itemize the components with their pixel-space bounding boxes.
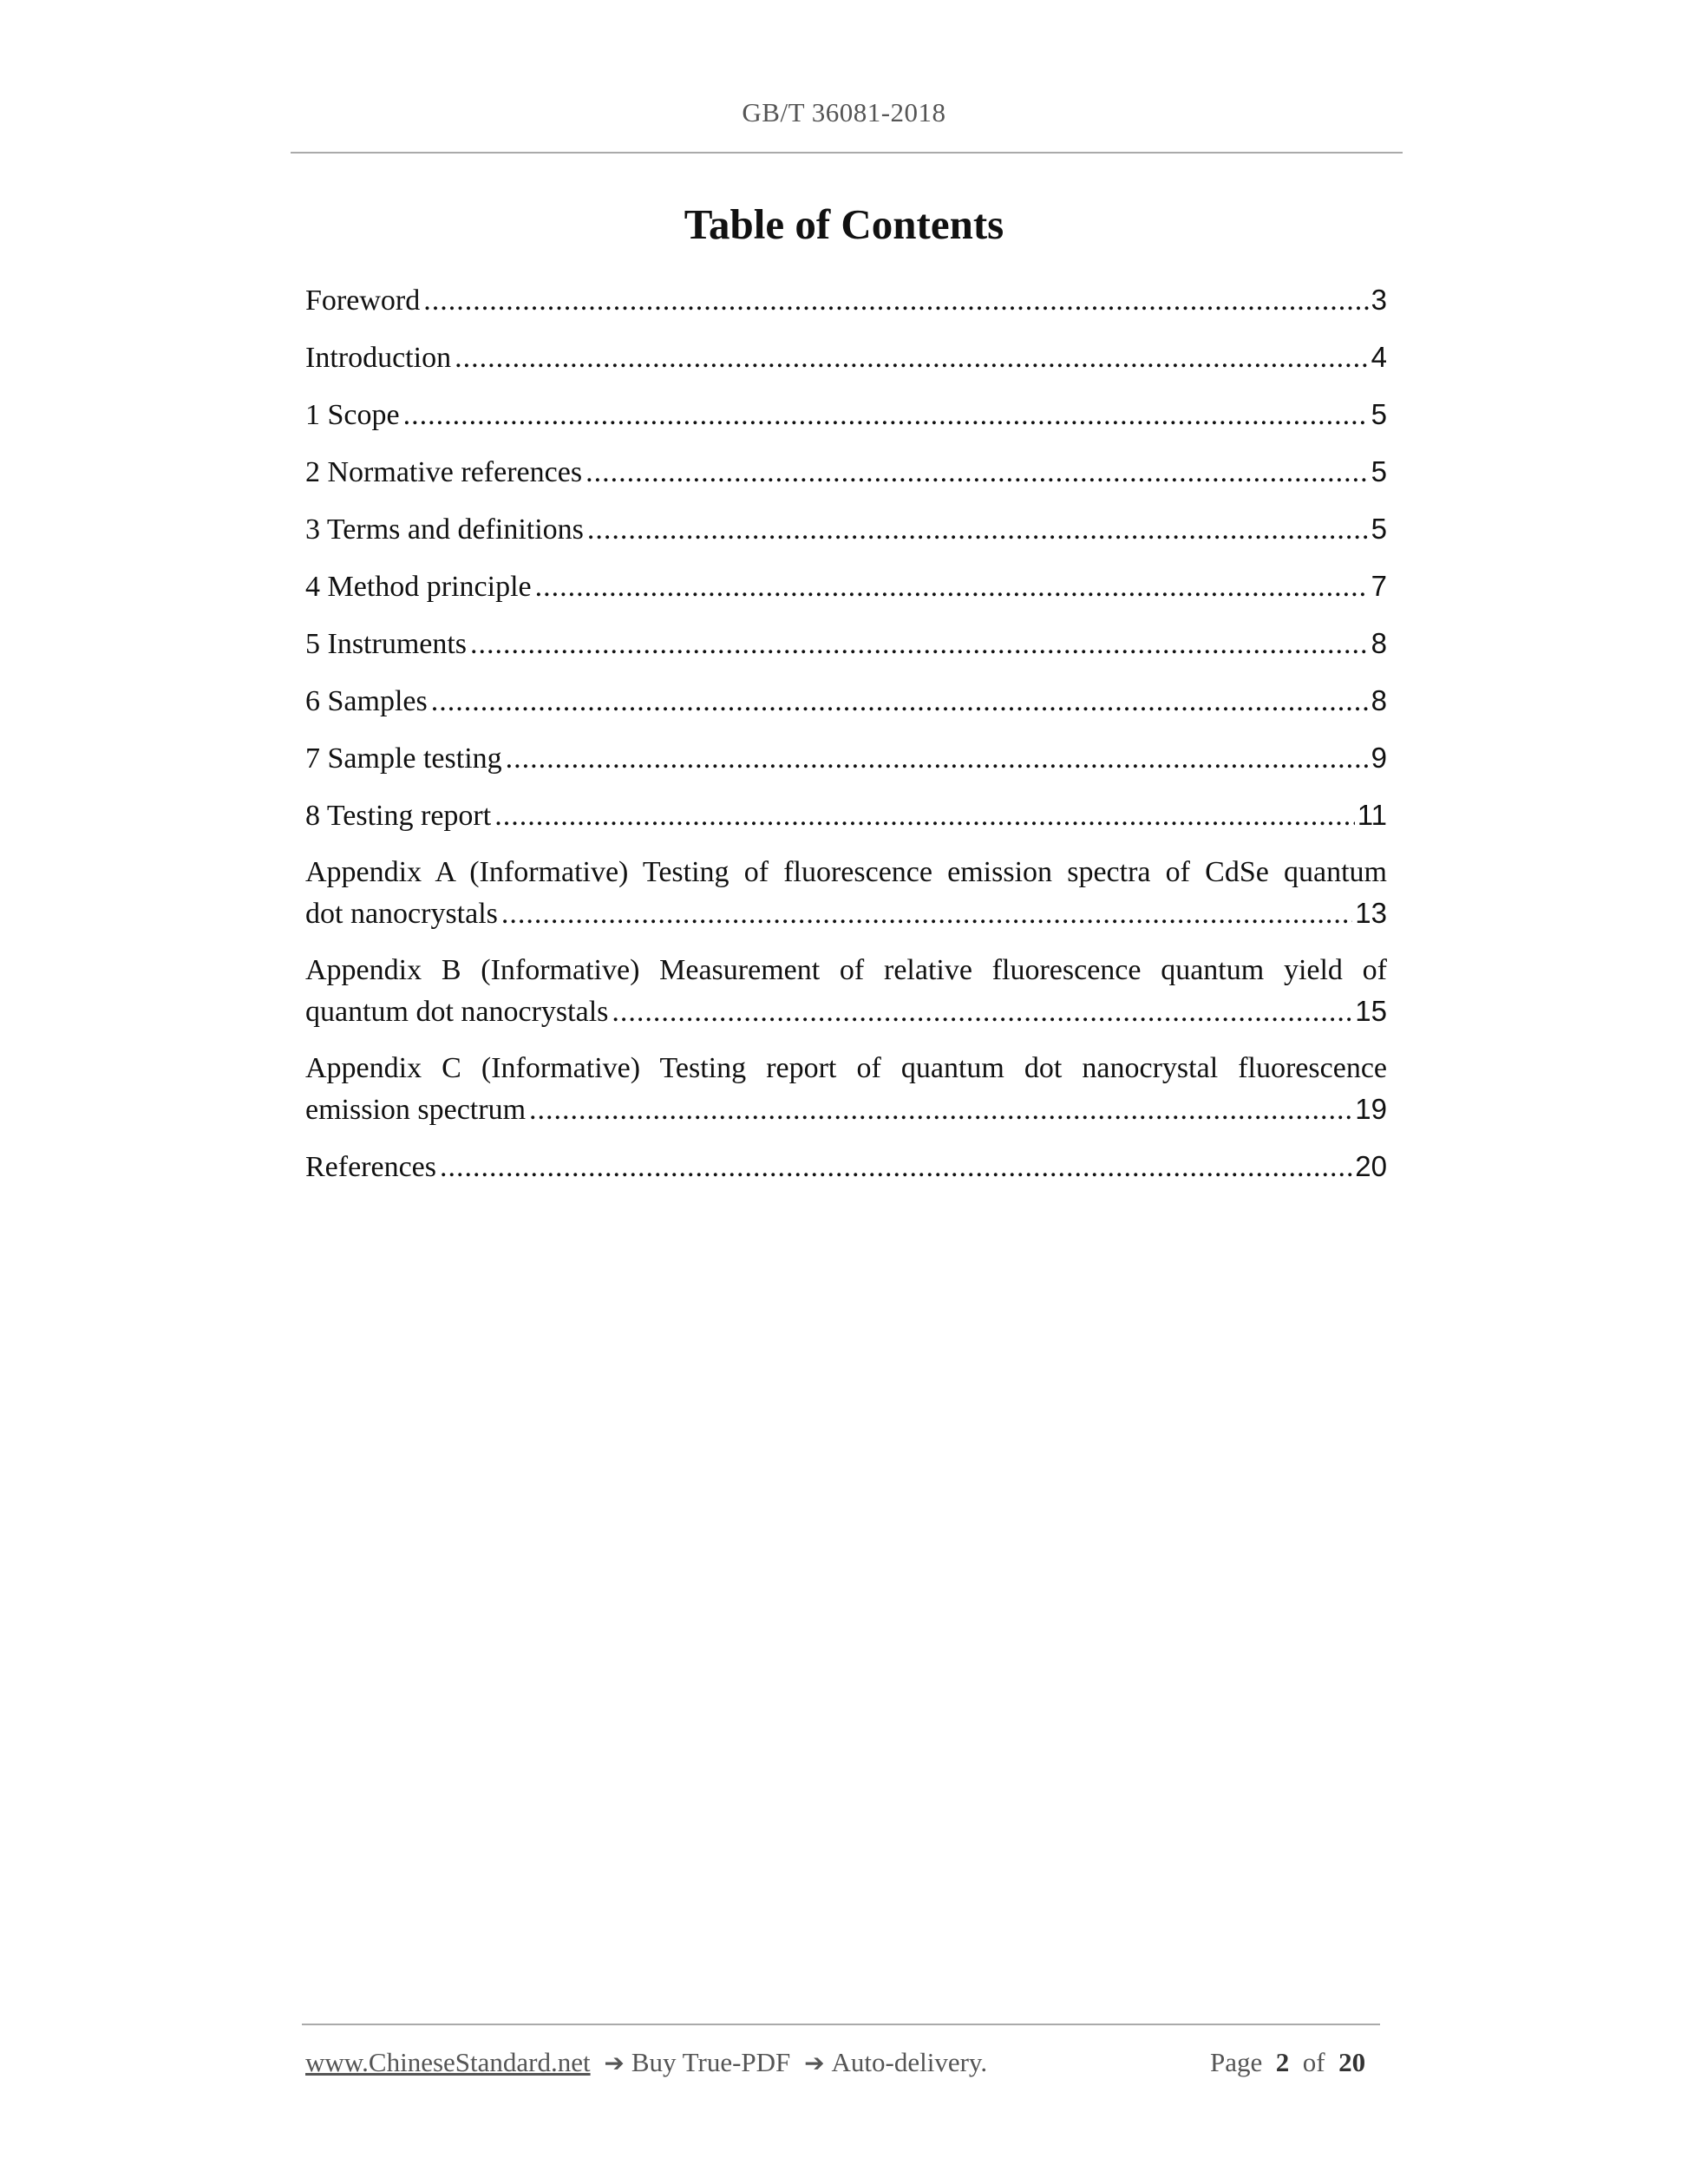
toc-page-number: 8 bbox=[1371, 684, 1387, 716]
footer-step-delivery: Auto-delivery. bbox=[831, 2047, 988, 2077]
toc-leader-dots bbox=[494, 795, 1355, 836]
toc-entry-label-line1: Appendix C (Informative) Testing report of quantum dot nanocrystal fluorescence bbox=[305, 1052, 1387, 1084]
toc-page-number: 8 bbox=[1371, 627, 1387, 659]
toc-entry-references[interactable] bbox=[305, 1146, 1387, 1187]
toc-leader-dots bbox=[612, 991, 1352, 1032]
table-of-contents bbox=[305, 279, 1387, 1203]
toc-entry-scope[interactable] bbox=[305, 394, 1387, 435]
toc-entry-label: Foreword bbox=[305, 284, 421, 317]
toc-leader-dots bbox=[470, 624, 1369, 664]
toc-entry-appendix-a[interactable] bbox=[305, 852, 1387, 934]
toc-entry-appendix-b[interactable] bbox=[305, 950, 1387, 1032]
toc-entry-label: 2 Normative references bbox=[305, 456, 583, 488]
toc-entry-label: Introduction bbox=[305, 342, 452, 374]
toc-entry-label: dot nanocrystals bbox=[305, 898, 498, 930]
toc-leader-dots bbox=[586, 452, 1369, 493]
toc-entry-label: 3 Terms and definitions bbox=[305, 513, 584, 546]
site-link[interactable]: www.ChineseStandard.net bbox=[305, 2047, 591, 2077]
toc-entry-label: 4 Method principle bbox=[305, 571, 532, 603]
toc-entry-label: 5 Instruments bbox=[305, 628, 468, 660]
footer-step-buy: Buy True-PDF bbox=[631, 2047, 791, 2077]
toc-leader-dots bbox=[535, 566, 1369, 607]
toc-entry-label: emission spectrum bbox=[305, 1094, 527, 1126]
toc-leader-dots bbox=[423, 280, 1368, 321]
footer-promo bbox=[305, 2047, 987, 2078]
page-title: Table of Contents bbox=[684, 200, 1004, 248]
toc-entry-samples[interactable] bbox=[305, 680, 1387, 722]
toc-entry-introduction[interactable] bbox=[305, 337, 1387, 378]
toc-entry-testing-report[interactable] bbox=[305, 794, 1387, 836]
toc-page-number: 5 bbox=[1371, 513, 1387, 545]
current-page-number: 2 bbox=[1275, 2047, 1290, 2077]
page-header: GB/T 36081-2018 bbox=[742, 97, 946, 128]
toc-entry-label: 1 Scope bbox=[305, 399, 400, 431]
toc-page-number: 5 bbox=[1371, 455, 1387, 487]
toc-entry-appendix-c[interactable] bbox=[305, 1048, 1387, 1130]
toc-page-number: 9 bbox=[1371, 742, 1387, 774]
toc-leader-dots bbox=[501, 893, 1352, 934]
header-divider bbox=[291, 152, 1403, 154]
toc-entry-label: 7 Sample testing bbox=[305, 742, 502, 775]
toc-page-number: 3 bbox=[1371, 284, 1387, 316]
toc-page-number: 19 bbox=[1355, 1093, 1387, 1125]
toc-leader-dots bbox=[440, 1147, 1352, 1187]
toc-leader-dots bbox=[587, 509, 1369, 550]
toc-page-number: 4 bbox=[1371, 341, 1387, 373]
toc-leader-dots bbox=[431, 681, 1369, 722]
toc-entry-label: quantum dot nanocrystals bbox=[305, 996, 609, 1028]
toc-entry-foreword[interactable] bbox=[305, 279, 1387, 321]
toc-page-number: 15 bbox=[1355, 995, 1387, 1027]
toc-leader-dots bbox=[529, 1089, 1352, 1130]
toc-entry-normative-references[interactable] bbox=[305, 451, 1387, 493]
toc-entry-terms-and-definitions[interactable] bbox=[305, 508, 1387, 550]
toc-entry-label-line1: Appendix A (Informative) Testing of fluorescence emission spectra of CdSe quantum bbox=[305, 856, 1387, 888]
toc-page-number: 11 bbox=[1357, 799, 1387, 831]
toc-entry-instruments[interactable] bbox=[305, 623, 1387, 664]
toc-entry-label: 6 Samples bbox=[305, 685, 428, 717]
toc-page-number: 20 bbox=[1355, 1150, 1387, 1182]
toc-entry-label: References bbox=[305, 1151, 437, 1183]
page-word: Page bbox=[1210, 2047, 1263, 2077]
toc-leader-dots bbox=[506, 738, 1369, 779]
total-pages-number: 20 bbox=[1338, 2047, 1366, 2077]
toc-entry-label: 8 Testing report bbox=[305, 800, 492, 832]
toc-entry-label-line1: Appendix B (Informative) Measurement of relative fluorescence quantum yield of bbox=[305, 954, 1387, 986]
arrow-right-icon: ➔ bbox=[604, 2049, 625, 2077]
toc-entry-method-principle[interactable] bbox=[305, 566, 1387, 607]
arrow-right-icon: ➔ bbox=[804, 2049, 825, 2077]
footer-divider bbox=[302, 2024, 1380, 2025]
toc-entry-sample-testing[interactable] bbox=[305, 737, 1387, 779]
toc-leader-dots bbox=[455, 337, 1369, 378]
of-word: of bbox=[1302, 2047, 1325, 2077]
page-indicator bbox=[1210, 2047, 1365, 2078]
toc-page-number: 13 bbox=[1355, 897, 1387, 929]
toc-page-number: 5 bbox=[1371, 398, 1387, 430]
toc-leader-dots bbox=[403, 395, 1369, 435]
toc-page-number: 7 bbox=[1371, 570, 1387, 602]
